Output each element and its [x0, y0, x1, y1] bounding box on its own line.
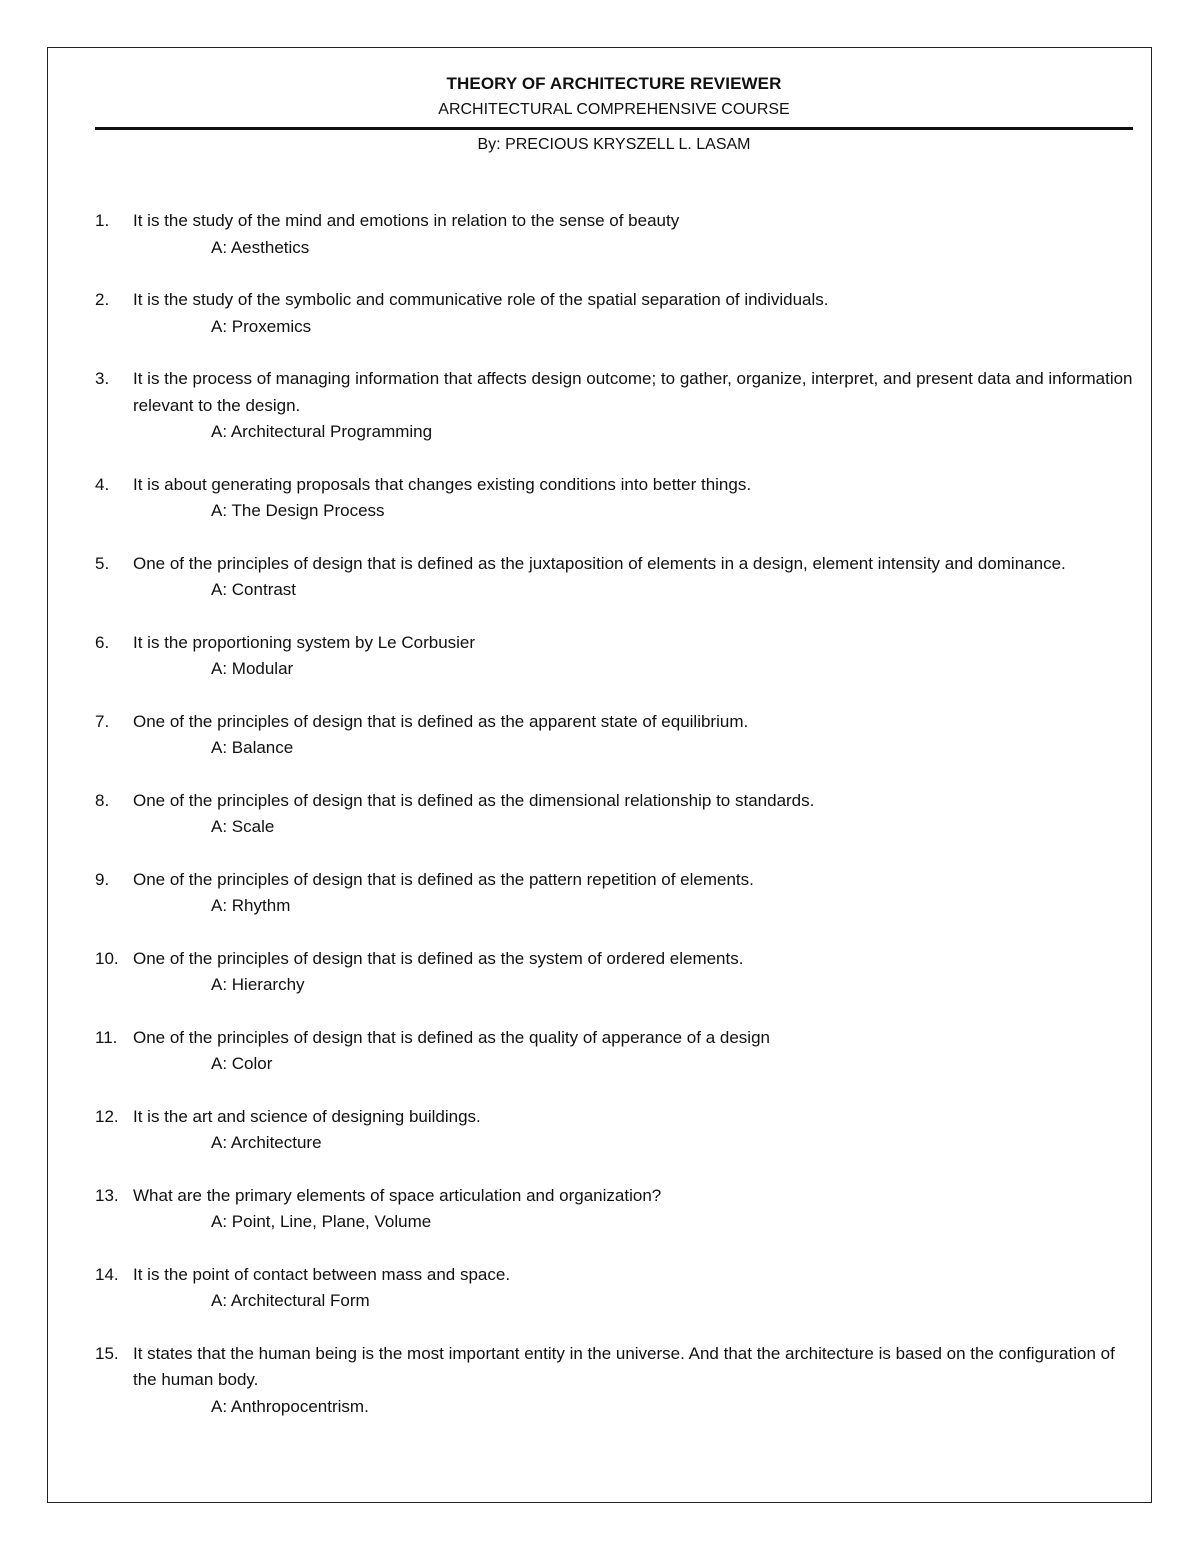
- question-number: 15.: [95, 1343, 119, 1363]
- question-text: One of the principles of design that is defined as the system of ordered elements.: [133, 948, 744, 968]
- document-title: THEORY OF ARCHITECTURE REVIEWER: [446, 74, 782, 93]
- answer-text: A: The Design Process: [211, 501, 385, 520]
- question-text: It is the point of contact between mass and space.: [133, 1264, 511, 1284]
- question-text: One of the principles of design that is defined as the dimensional relationship to standards.: [133, 790, 815, 810]
- answer-text: A: Color: [211, 1054, 273, 1073]
- header-divider: [95, 127, 1133, 130]
- author-byline: By: PRECIOUS KRYSZELL L. LASAM: [477, 136, 751, 153]
- question-item: [95, 366, 1135, 446]
- document-subtitle: ARCHITECTURAL COMPREHENSIVE COURSE: [438, 101, 790, 118]
- answer-text: A: Scale: [211, 817, 275, 836]
- question-text: One of the principles of design that is defined as the quality of apperance of a design: [133, 1027, 770, 1047]
- answer-text: A: Architectural Form: [211, 1291, 370, 1310]
- answer-text: A: Modular: [211, 659, 294, 678]
- document-header: [95, 72, 1133, 156]
- question-list: [95, 208, 1135, 1446]
- question-text: It is about generating proposals that changes existing conditions into better things.: [133, 474, 752, 494]
- question-text: One of the principles of design that is defined as the juxtaposition of elements in a design, element intensity and dominance.: [133, 553, 1066, 573]
- question-number: 11.: [95, 1027, 118, 1047]
- question-text: It is the art and science of designing buildings.: [133, 1106, 481, 1126]
- answer-text: A: Contrast: [211, 580, 297, 599]
- question-text: It is the study of the mind and emotions in relation to the sense of beauty: [133, 211, 680, 230]
- question-item: [95, 946, 1135, 999]
- question-number: 13.: [95, 1185, 119, 1205]
- question-number: 5.: [95, 553, 110, 573]
- answer-text: A: Anthropocentrism.: [211, 1396, 369, 1416]
- question-number: 8.: [95, 790, 110, 810]
- question-text: What are the primary elements of space articulation and organization?: [133, 1185, 662, 1205]
- question-text: One of the principles of design that is defined as the pattern repetition of elements.: [133, 869, 754, 889]
- question-item: [95, 709, 1135, 762]
- question-number: 9.: [95, 869, 110, 889]
- answer-text: A: Proxemics: [211, 316, 312, 336]
- answer-text: A: Aesthetics: [211, 237, 310, 257]
- answer-text: A: Point, Line, Plane, Volume: [211, 1212, 432, 1231]
- question-number: 12.: [95, 1106, 119, 1126]
- answer-text: A: Hierarchy: [211, 975, 305, 994]
- question-text: It is the process of managing information that affects design outcome; to gather, organize, interpret, and present data and information relevant to the design.: [133, 369, 1133, 415]
- question-item: [95, 1262, 1135, 1315]
- question-item: [95, 1183, 1135, 1236]
- answer-text: A: Architectural Programming: [211, 422, 433, 441]
- question-item: [95, 1341, 1135, 1421]
- question-number: 2.: [95, 290, 110, 309]
- answer-text: A: Architecture: [211, 1133, 322, 1152]
- question-text: It is the proportioning system by Le Corbusier: [133, 632, 476, 652]
- question-number: 1.: [95, 211, 110, 230]
- question-text: One of the principles of design that is defined as the apparent state of equilibrium.: [133, 711, 749, 731]
- question-item: [95, 630, 1135, 683]
- question-number: 10.: [95, 948, 119, 968]
- question-number: 14.: [95, 1264, 119, 1284]
- question-item: [95, 551, 1135, 604]
- question-text: It is the study of the symbolic and communicative role of the spatial separation of individuals.: [133, 290, 829, 309]
- question-item: [95, 1025, 1135, 1078]
- question-item: [95, 287, 1135, 340]
- answer-text: A: Rhythm: [211, 896, 291, 915]
- question-item: [95, 788, 1135, 841]
- question-item: [95, 867, 1135, 920]
- question-number: 6.: [95, 632, 110, 652]
- question-number: 7.: [95, 711, 110, 731]
- question-text: It states that the human being is the most important entity in the universe. And that the architecture is based on the configuration of the human body.: [133, 1343, 1115, 1389]
- question-item: [95, 208, 1135, 261]
- answer-text: A: Balance: [211, 738, 294, 757]
- question-number: 3.: [95, 369, 110, 388]
- question-number: 4.: [95, 474, 110, 494]
- question-item: [95, 1104, 1135, 1157]
- question-item: [95, 472, 1135, 525]
